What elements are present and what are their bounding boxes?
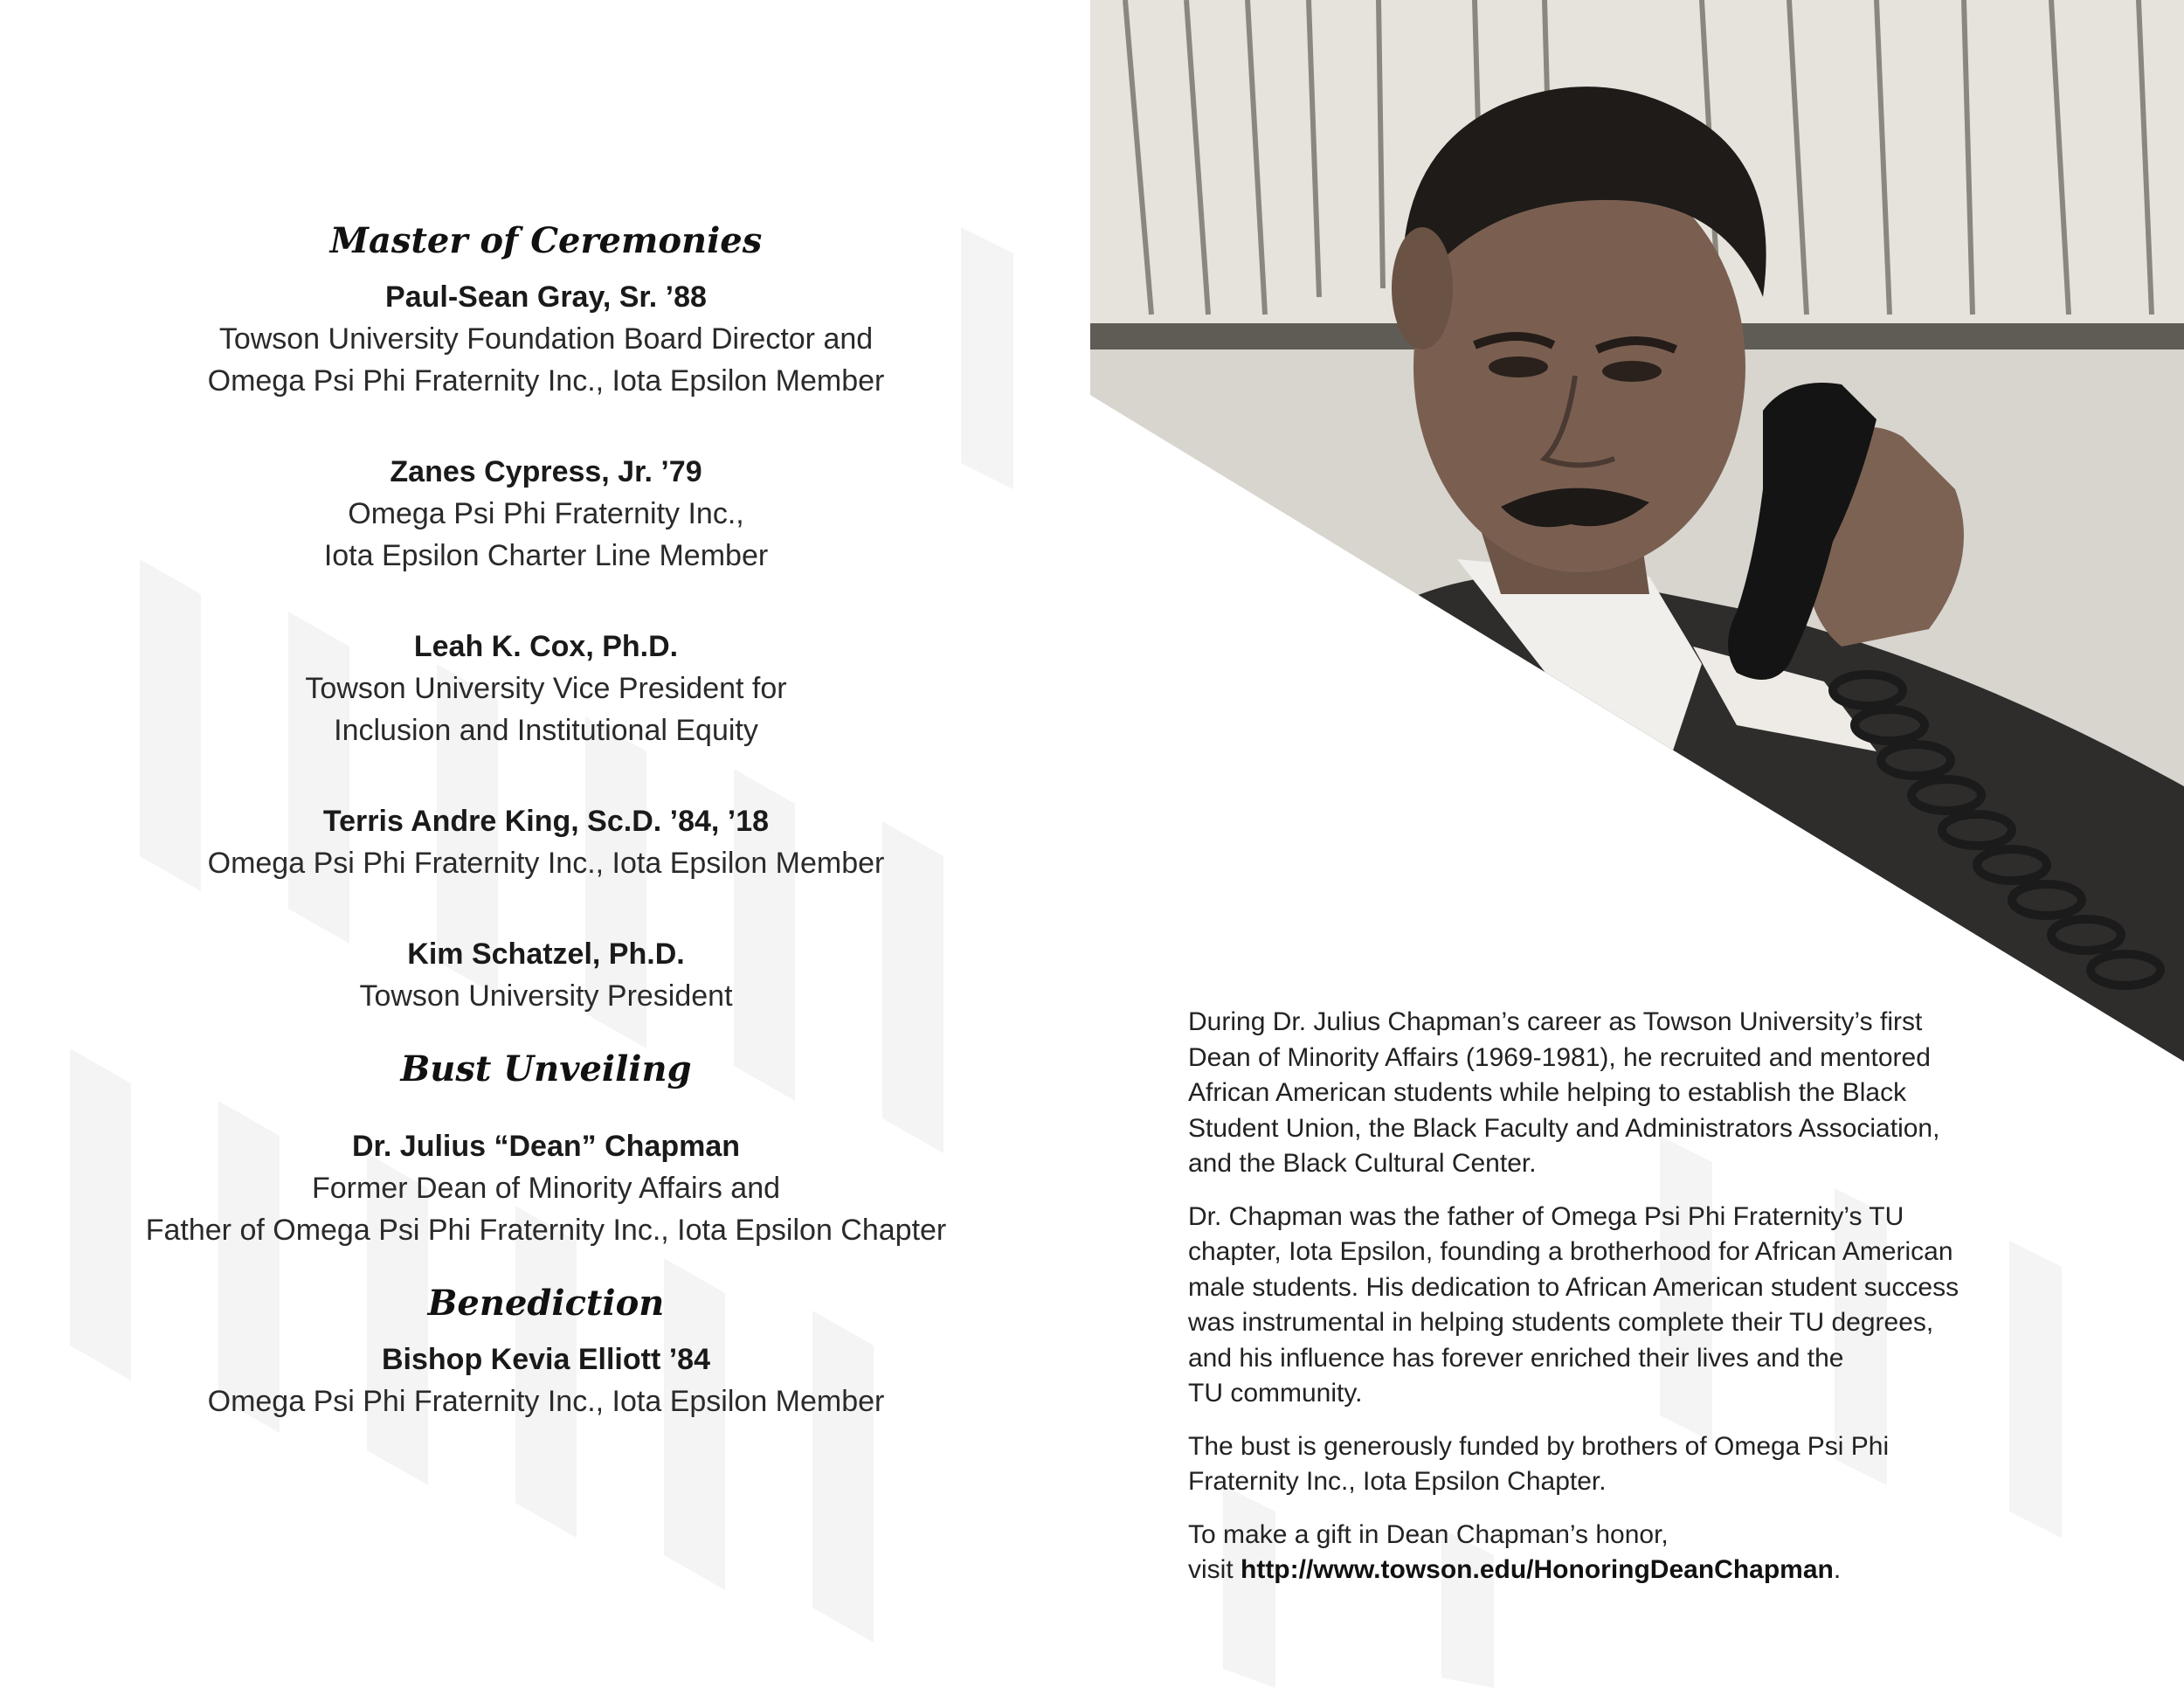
person-name: Terris Andre King, Sc.D. ’84, ’18 — [322, 805, 770, 838]
person-title: Towson University Foundation Board Director and — [218, 322, 874, 356]
narrative-line: The bust is generously funded by brothers of Omega Psi Phi — [1188, 1431, 1890, 1461]
donation-url-link[interactable]: http://www.towson.edu/HonoringDeanChapman — [1241, 1555, 1834, 1584]
program-person — [70, 451, 1022, 577]
section-heading-bust-unveiling: Bust Unveiling — [400, 1048, 692, 1090]
person-name: Leah K. Cox, Ph.D. — [413, 630, 679, 663]
gift-line: To make a gift in Dean Chapman’s honor, — [1188, 1519, 1669, 1549]
person-name: Kim Schatzel, Ph.D. — [407, 937, 685, 971]
narrative-paragraph — [1188, 1200, 2079, 1412]
narrative-line: TU community. — [1188, 1379, 1363, 1408]
person-name: Bishop Kevia Elliott ’84 — [382, 1343, 710, 1376]
narrative-line: male students. His dedication to African American student success — [1188, 1272, 1959, 1302]
program-person — [70, 1125, 1022, 1251]
person-title: Father of Omega Psi Phi Fraternity Inc., Iota Epsilon Chapter — [145, 1214, 947, 1247]
narrative-paragraph — [1188, 1429, 2079, 1500]
narrative-line: Student Union, the Black Faculty and Administrators Association, — [1188, 1113, 1940, 1143]
section-heading-benediction: Benediction — [427, 1283, 665, 1324]
narrative-text — [1188, 1005, 2079, 1606]
url-suffix: . — [1833, 1555, 1842, 1584]
visit-prefix: visit — [1188, 1555, 1241, 1584]
program-person — [70, 933, 1022, 1017]
gift-paragraph — [1188, 1518, 2079, 1588]
person-name: Dr. Julius “Dean” Chapman — [352, 1130, 740, 1163]
program-person — [70, 800, 1022, 884]
person-title: Omega Psi Phi Fraternity Inc., Iota Epsilon Member — [207, 1385, 885, 1418]
narrative-line: and the Black Cultural Center. — [1188, 1149, 1537, 1178]
section-heading-master-of-ceremonies: Master of Ceremonies — [329, 220, 763, 261]
program-person — [70, 276, 1022, 402]
person-title: Omega Psi Phi Fraternity Inc., Iota Epsilon Member — [207, 847, 885, 880]
program-person — [70, 1339, 1022, 1422]
narrative-line: During Dr. Julius Chapman’s career as Towson University’s first — [1188, 1007, 1923, 1036]
person-title: Former Dean of Minority Affairs and — [311, 1172, 781, 1205]
narrative-paragraph — [1188, 1005, 2079, 1182]
program-listing — [70, 220, 1022, 1422]
program-person — [70, 626, 1022, 751]
narrative-line: African American students while helping to establish the Black — [1188, 1078, 1907, 1107]
narrative-line: and his influence has forever enriched their lives and the — [1188, 1343, 1844, 1373]
narrative-line: chapter, Iota Epsilon, founding a brotherhood for African American — [1188, 1237, 1953, 1266]
person-title: Towson University Vice President for — [305, 672, 787, 705]
narrative-line: Dean of Minority Affairs (1969-1981), he recruited and mentored — [1188, 1042, 1931, 1072]
narrative-line: Fraternity Inc., Iota Epsilon Chapter. — [1188, 1467, 1607, 1496]
person-title: Iota Epsilon Charter Line Member — [323, 539, 769, 572]
person-title: Omega Psi Phi Fraternity Inc., Iota Epsilon Member — [207, 364, 885, 398]
person-name: Paul-Sean Gray, Sr. ’88 — [385, 280, 707, 314]
narrative-line: Dr. Chapman was the father of Omega Psi Phi Fraternity’s TU — [1188, 1201, 1904, 1231]
person-title: Omega Psi Phi Fraternity Inc., — [348, 497, 744, 530]
narrative-line: was instrumental in helping students complete their TU degrees, — [1188, 1308, 1934, 1337]
person-title: Towson University President — [359, 979, 733, 1013]
person-name: Zanes Cypress, Jr. ’79 — [390, 455, 702, 488]
person-title: Inclusion and Institutional Equity — [334, 714, 758, 747]
